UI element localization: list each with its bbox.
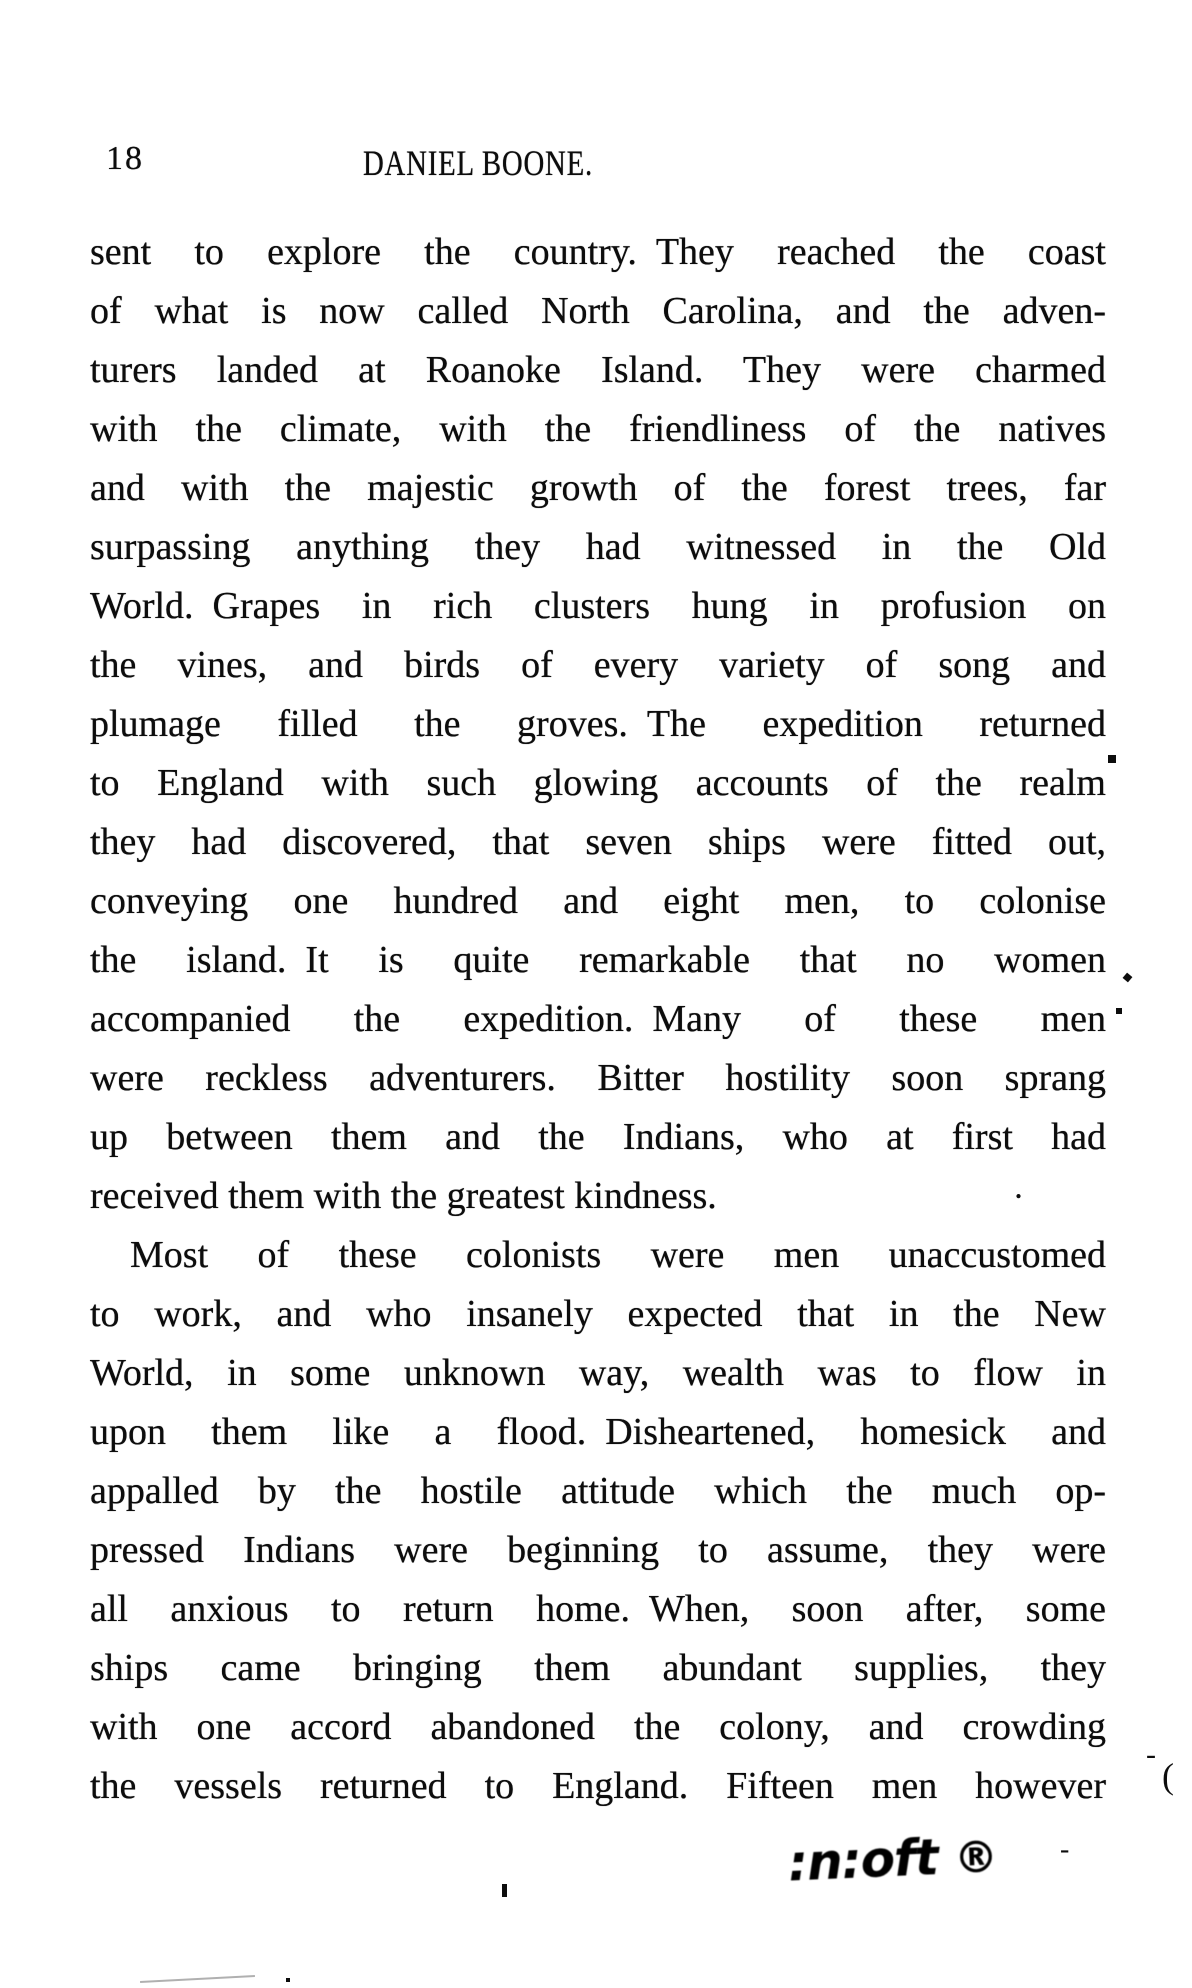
stray-mark: [502, 1884, 507, 1897]
page-number: 18: [106, 140, 144, 177]
text-line: they had discovered, that seven ships were fitted out,: [90, 821, 1106, 863]
registered-mark: ®: [952, 1831, 1000, 1885]
stray-mark: .: [1014, 1166, 1023, 1206]
stray-mark: [286, 1978, 290, 1982]
body-text: [90, 223, 1106, 1816]
text-line: conveying one hundred and eight men, to colonise: [90, 880, 1106, 922]
text-line: surpassing anything they had witnessed in the Old: [90, 526, 1106, 568]
text-line: and with the majestic growth of the forest trees, far: [90, 467, 1106, 509]
watermark-text: :n:oft: [786, 1827, 956, 1893]
text-line: plumage filled the groves. The expedition returned: [90, 703, 1106, 745]
text-line: were reckless adventurers. Bitter hostility soon sprang: [90, 1057, 1106, 1099]
stray-mark: -: [1146, 1738, 1156, 1771]
stray-mark: [1123, 973, 1133, 983]
watermark-fragment: [787, 1825, 999, 1892]
text-line: with one accord abandoned the colony, and crowding: [90, 1706, 1106, 1748]
text-line: all anxious to return home. When, soon after, some: [90, 1588, 1106, 1630]
stray-mark: -: [1060, 1834, 1070, 1865]
stray-mark: [140, 1975, 255, 1983]
text-line: sent to explore the country. They reached the coast: [90, 231, 1106, 273]
text-line: ships came bringing them abundant supplies, they: [90, 1647, 1106, 1689]
running-title: DANIEL BOONE.: [362, 143, 594, 183]
text-line: to England with such glowing accounts of the realm: [90, 762, 1106, 804]
text-line: to work, and who insanely expected that in the New: [90, 1293, 1106, 1335]
text-line: the vines, and birds of every variety of song and: [90, 644, 1106, 686]
stray-mark: [1108, 755, 1116, 763]
text-line: with the climate, with the friendliness of the natives: [90, 408, 1106, 450]
text-line: World. Grapes in rich clusters hung in profusion on: [90, 585, 1106, 627]
text-line: the vessels returned to England. Fifteen men however: [90, 1765, 1106, 1807]
text-line: received them with the greatest kindness.: [90, 1175, 717, 1217]
text-line: upon them like a flood. Disheartened, homesick and: [90, 1411, 1106, 1453]
text-line: up between them and the Indians, who at first had: [90, 1116, 1106, 1158]
text-line: Most of these colonists were men unaccustomed: [130, 1234, 1106, 1276]
text-line: of what is now called North Carolina, and the adven-: [90, 290, 1106, 332]
text-line: pressed Indians were beginning to assume, they were: [90, 1529, 1106, 1571]
stray-mark: (: [1162, 1756, 1174, 1796]
text-line: accompanied the expedition. Many of these men: [90, 998, 1106, 1040]
text-line: turers landed at Roanoke Island. They were charmed: [90, 349, 1106, 391]
stray-mark: [1116, 1008, 1122, 1014]
text-line: World, in some unknown way, wealth was to flow in: [90, 1352, 1106, 1394]
text-line: the island. It is quite remarkable that no women: [90, 939, 1106, 981]
text-line: appalled by the hostile attitude which the much op-: [90, 1470, 1106, 1512]
